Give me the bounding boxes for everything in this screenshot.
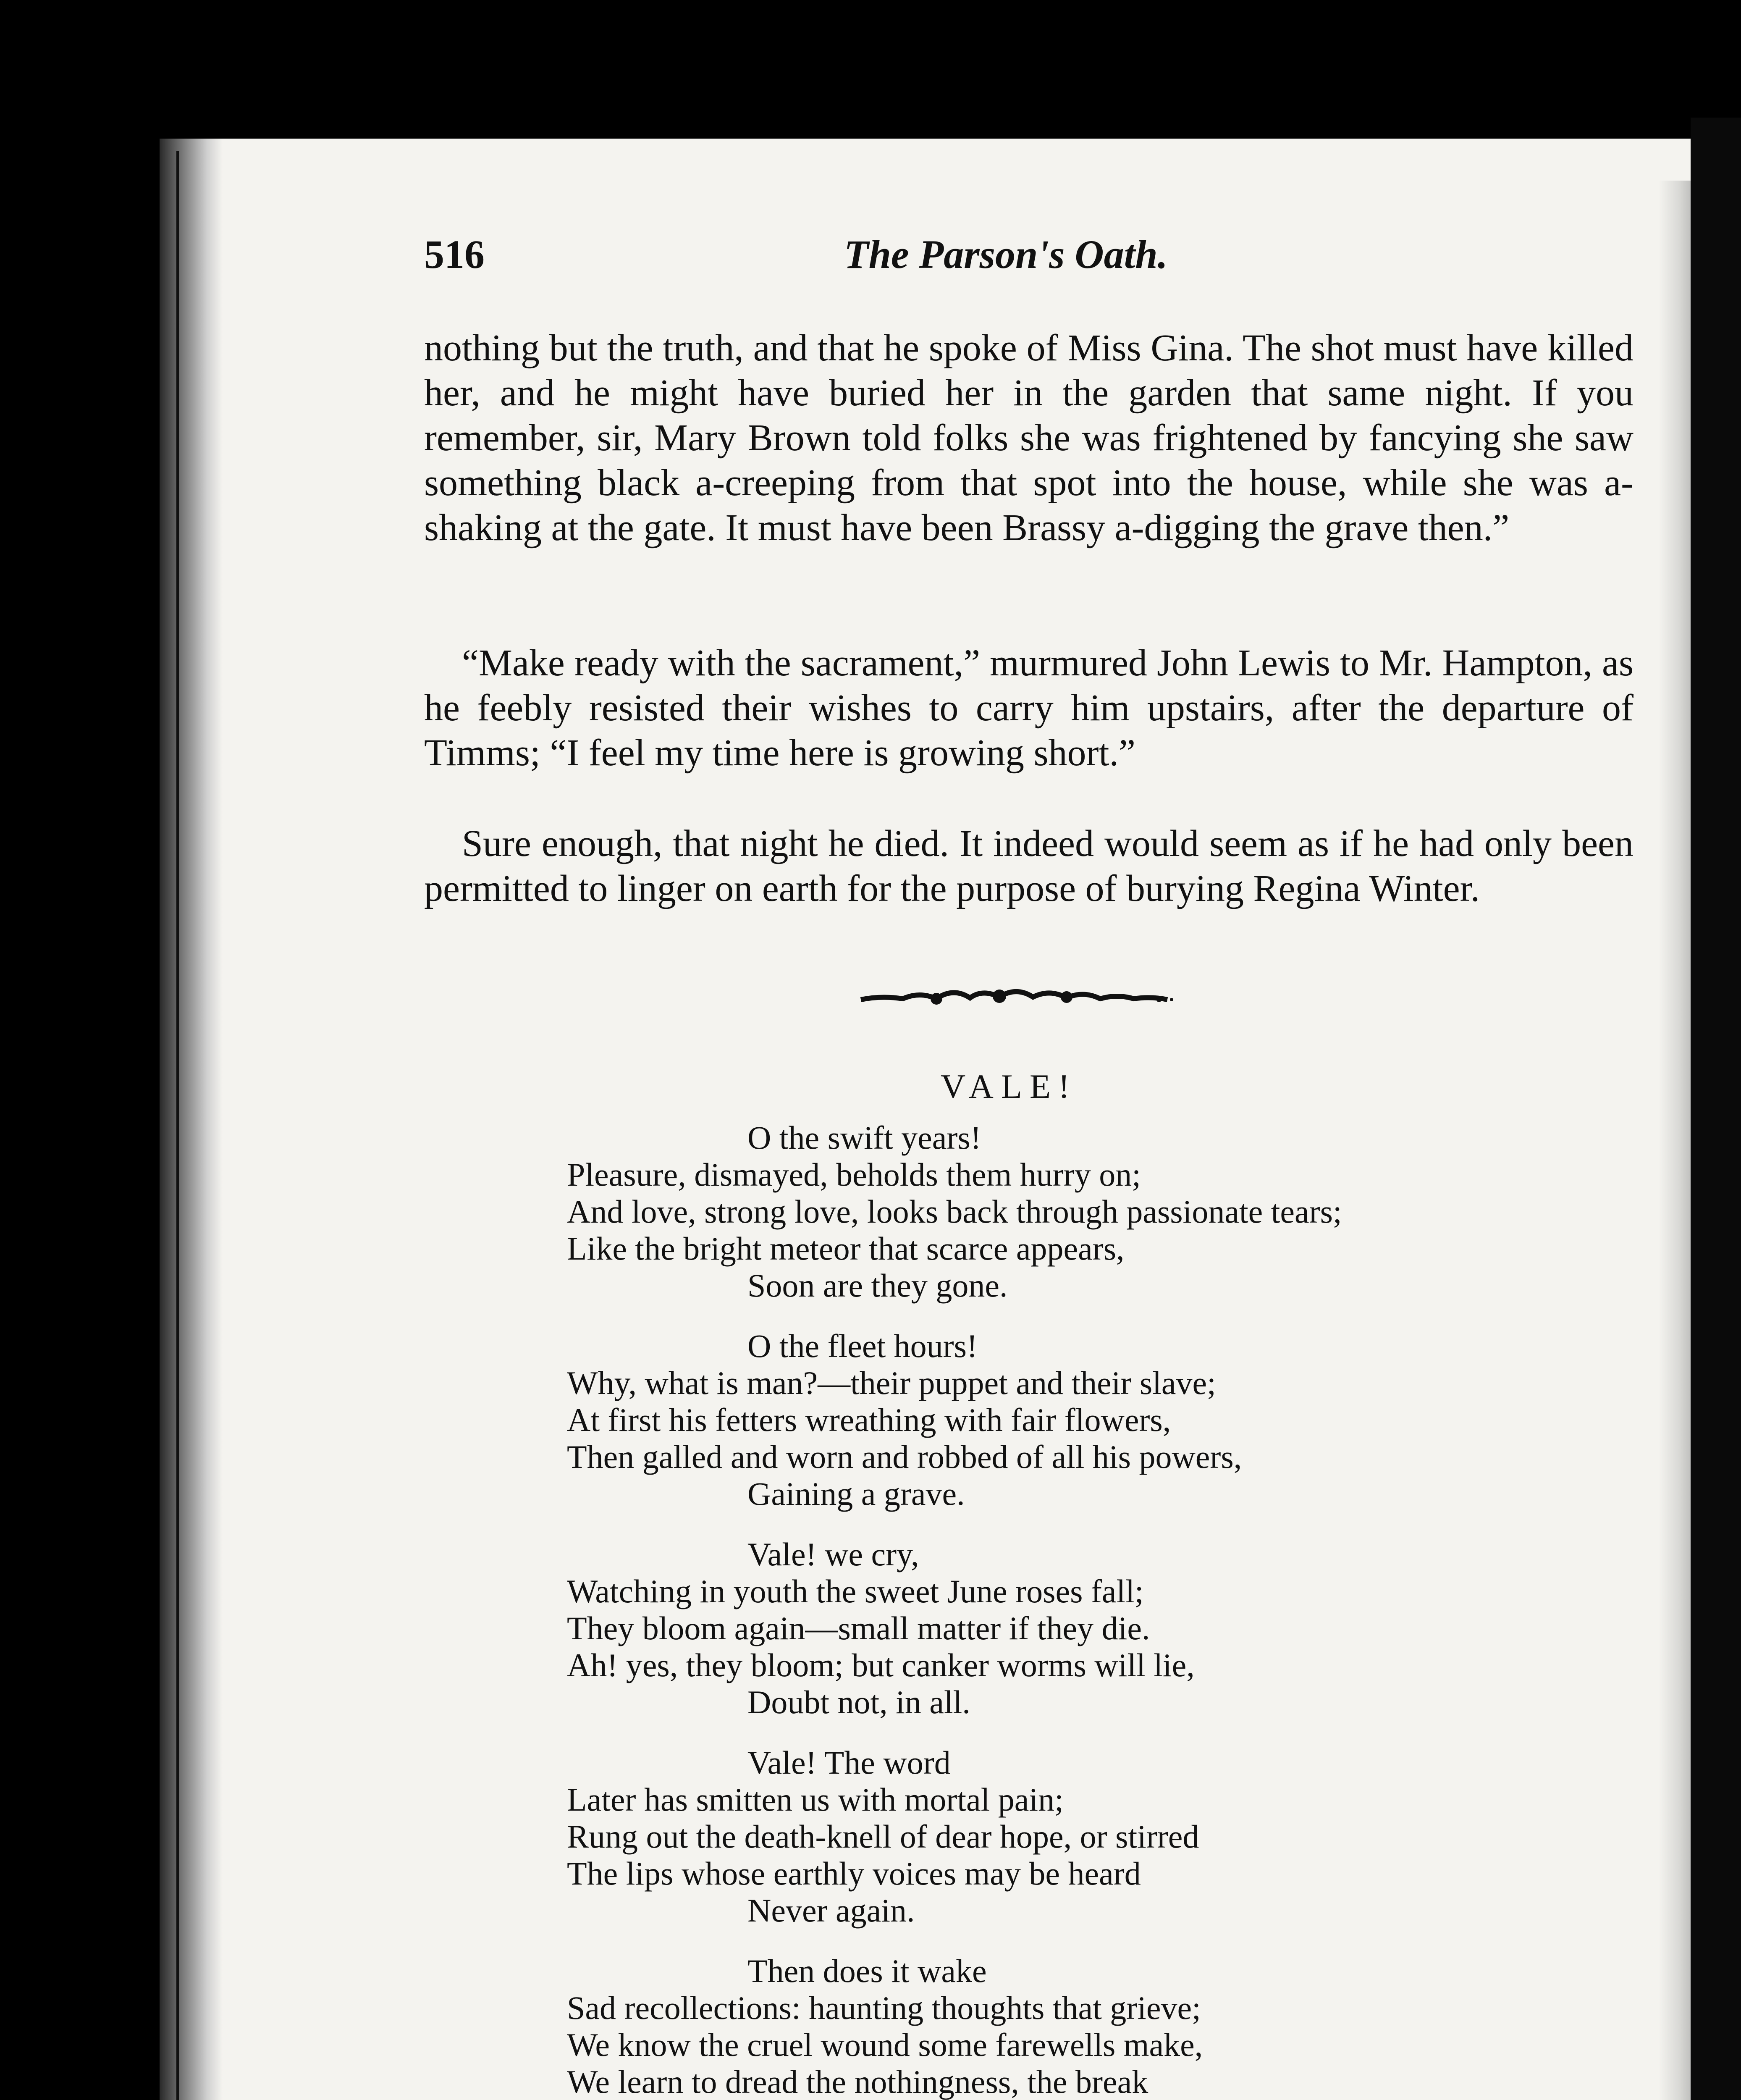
page-number: 516 xyxy=(424,232,485,277)
poem-line: Then does it wake xyxy=(747,1953,987,1989)
scan-right-border xyxy=(1691,118,1741,2100)
poem-stanza xyxy=(567,1953,1575,2100)
poem-line: Gaining a grave. xyxy=(747,1475,965,1512)
poem-line: At first his fetters wreathing with fair flowers, xyxy=(567,1402,1171,1438)
poem-stanza xyxy=(567,1119,1575,1304)
poem-line: Rung out the death-knell of dear hope, or stirred xyxy=(567,1818,1199,1855)
poem-line: Ah! yes, they bloom; but canker worms will lie, xyxy=(567,1647,1195,1683)
page-gutter-shadow xyxy=(160,139,223,2100)
poem-title: VALE! xyxy=(941,1067,1078,1105)
poem-line: Never again. xyxy=(747,1892,915,1929)
poem-line: And love, strong love, looks back through passionate tears; xyxy=(567,1193,1342,1230)
poem-stanza xyxy=(567,1328,1575,1512)
poem-line: Vale! we cry, xyxy=(747,1536,919,1572)
poem-line: Sad recollections: haunting thoughts that grieve; xyxy=(567,1990,1201,2026)
poem-line: Then galled and worn and robbed of all his powers, xyxy=(567,1438,1242,1475)
poem-line: Doubt not, in all. xyxy=(747,1684,970,1720)
ornament-divider-icon xyxy=(857,983,1176,1012)
page-header xyxy=(424,231,1633,286)
paragraph-text: nothing but the truth, and that he spoke of Miss Gina. The shot must have killed her, and he might have buried her in the garden that same night. If you remember, sir, Mary Brown told folks she was frightened by fancying she saw something black a-creeping from that spot into the house, while she was a-shaking at the gate. It must have been Brassy a-digging the grave then.” xyxy=(424,327,1633,549)
poem-line: Vale! The word xyxy=(747,1744,951,1781)
page-right-edge-shadow xyxy=(1659,181,1692,2100)
prose-paragraph-3 xyxy=(424,821,1633,911)
poem-line: Soon are they gone. xyxy=(747,1267,1008,1304)
poem-line: They bloom again—small matter if they die. xyxy=(567,1610,1150,1646)
poem-line: Pleasure, dismayed, beholds them hurry on; xyxy=(567,1156,1141,1193)
poem-line: The lips whose earthly voices may be heard xyxy=(567,1855,1141,1892)
gutter-edge-line xyxy=(176,151,179,2100)
poem-line: We know the cruel wound some farewells make, xyxy=(567,2026,1203,2063)
poem-line: Like the bright meteor that scarce appears, xyxy=(567,1230,1125,1267)
poem-line: O the fleet hours! xyxy=(747,1328,978,1364)
poem-stanza xyxy=(567,1744,1575,1929)
poem-body xyxy=(567,1119,1575,2100)
prose-paragraph-2 xyxy=(424,640,1633,775)
poem-line: Why, what is man?—their puppet and their slave; xyxy=(567,1365,1216,1401)
running-title: The Parson's Oath. xyxy=(844,232,1168,277)
prose-paragraph-1 xyxy=(424,326,1633,550)
poem-stanza xyxy=(567,1536,1575,1721)
paragraph-text: Sure enough, that night he died. It indeed would seem as if he had only been permitted to linger on earth for the purpose of burying Regina Winter. xyxy=(424,823,1633,909)
paragraph-text: “Make ready with the sacrament,” murmured John Lewis to Mr. Hampton, as he feebly resisted their wishes to carry him upstairs, after the departure of Timms; “I feel my time here is growing short.” xyxy=(424,642,1633,774)
poem-line: We learn to dread the nothingness, the break xyxy=(567,2063,1148,2100)
poem-line: O the swift years! xyxy=(747,1119,981,1156)
poem-line: Later has smitten us with mortal pain; xyxy=(567,1781,1064,1818)
poem-line: Watching in youth the sweet June roses fall; xyxy=(567,1573,1144,1609)
